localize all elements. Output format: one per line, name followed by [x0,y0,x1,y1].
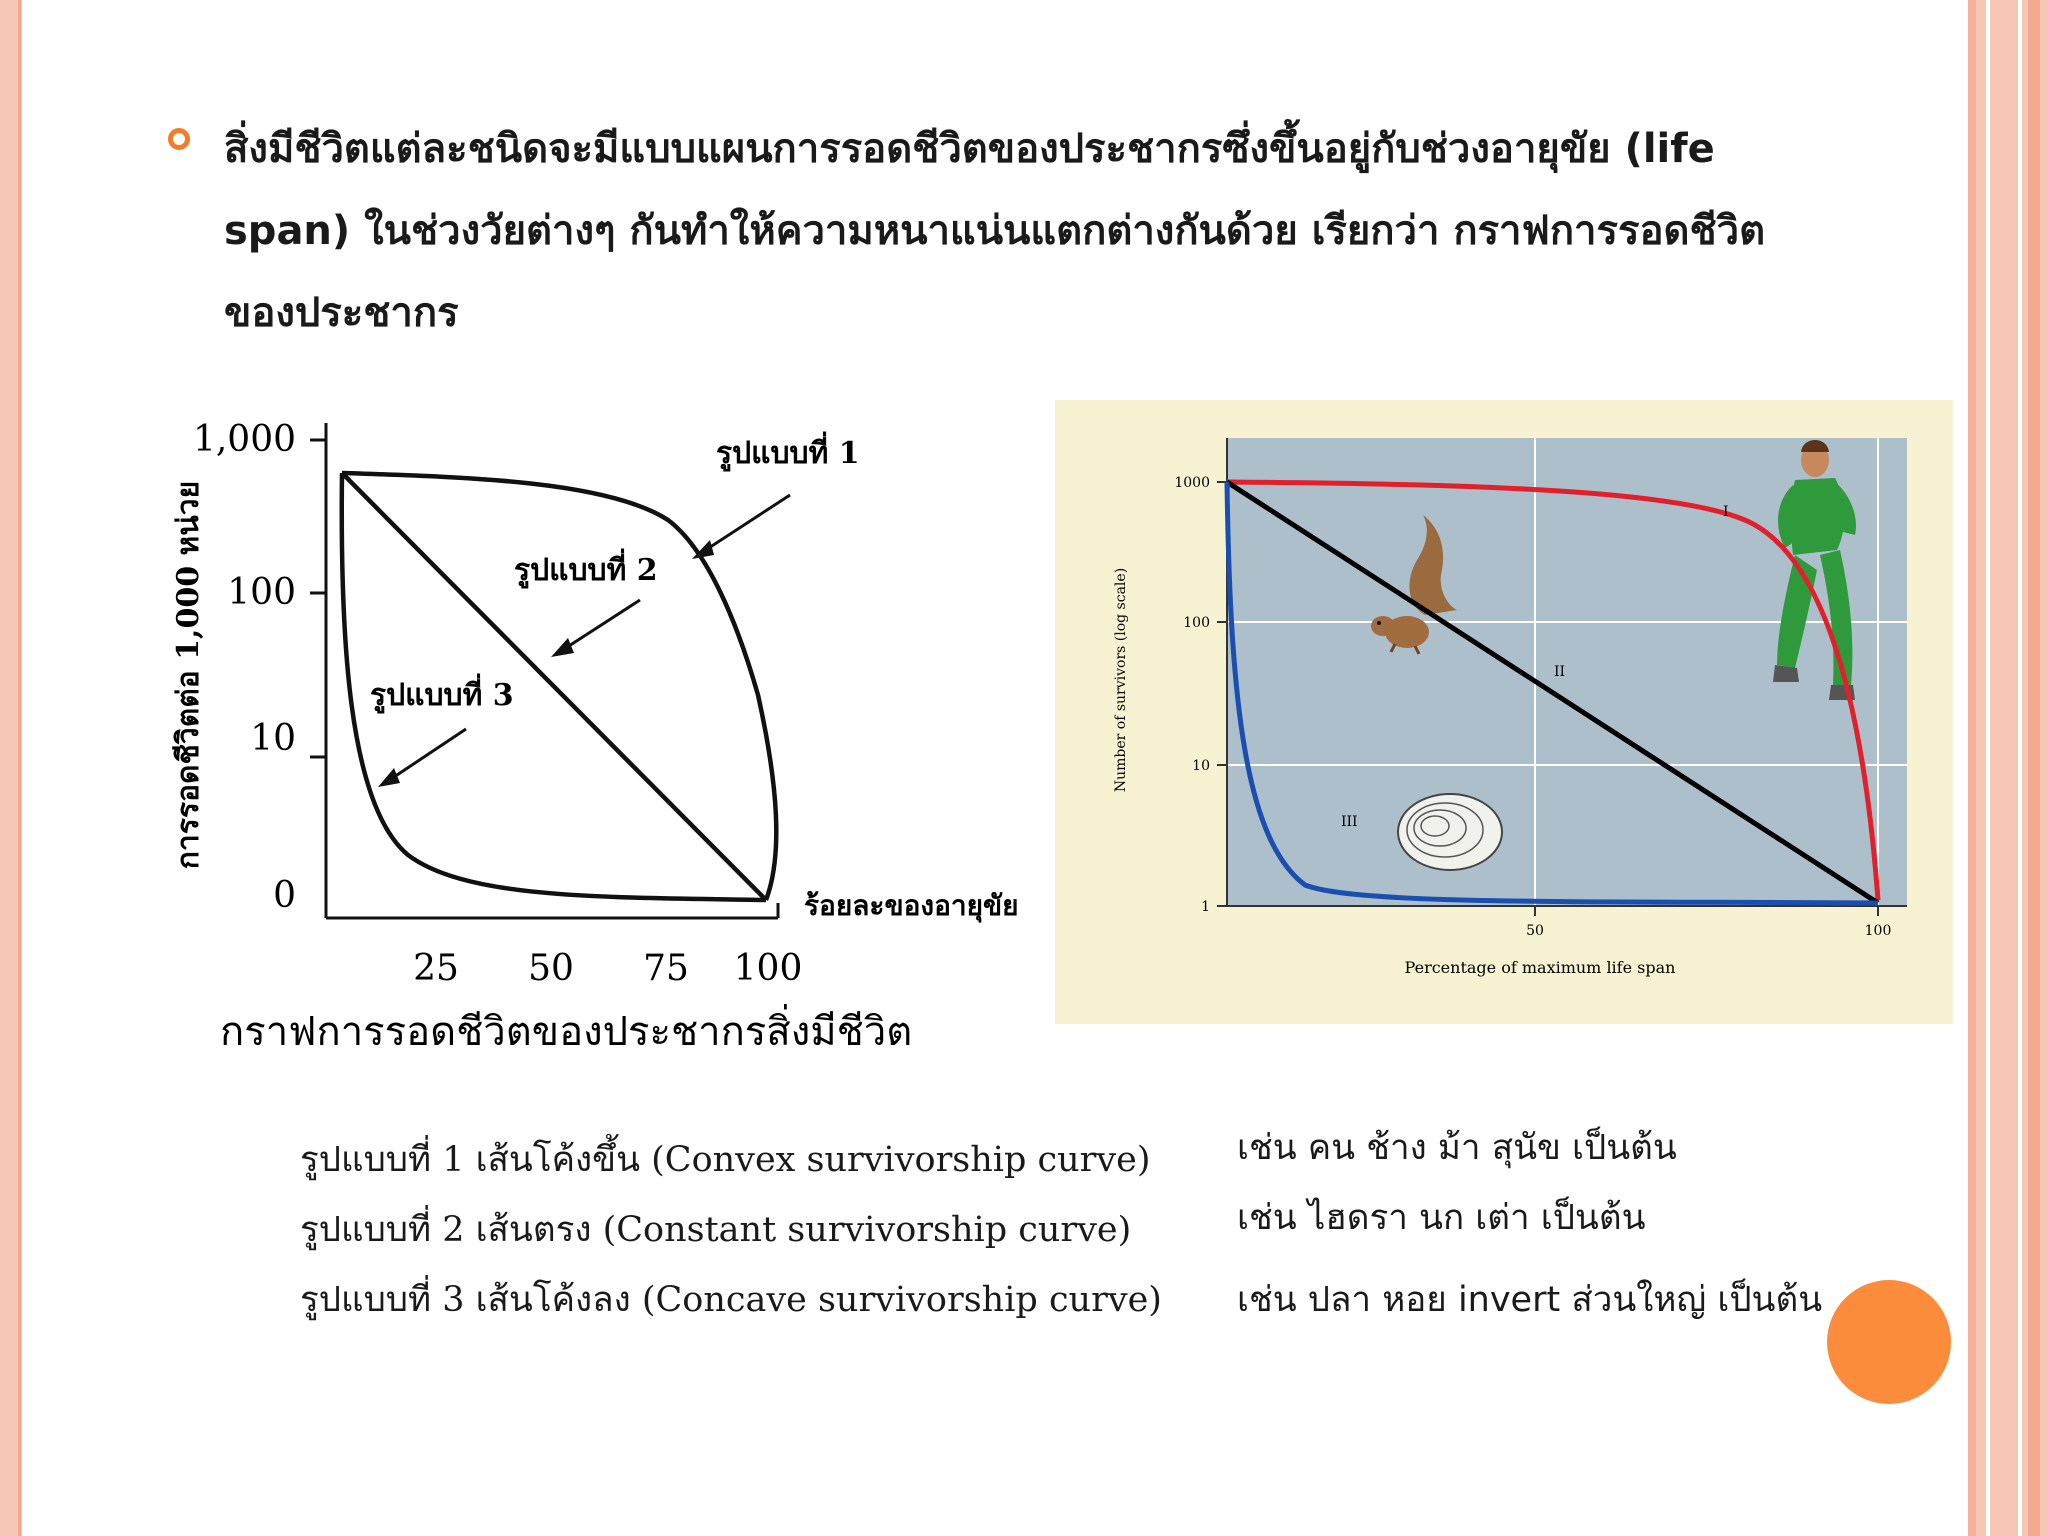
right-x-axis-label: Percentage of maximum life span [1404,958,1676,977]
left-y-axis-label: การรอดชีวิตต่อ 1,000 หน่วย [171,480,206,870]
oyster-icon [1398,794,1502,870]
left-y-tick-label: 10 [250,718,296,759]
left-curve-label-2: รูปแบบที่ 2 [514,553,658,588]
left-chart-svg [48,385,1198,1055]
slide-border-right [1968,0,2048,1536]
right-curve-label-II: II [1554,664,1566,680]
curve-type-legend [255,1112,1255,1350]
right-x-tick-label: 50 [1526,923,1544,939]
left-y-tick-label: 0 [273,875,296,916]
legend-row-type-1: รูปแบบที่ 1 เส้นโค้งขึ้น (Convex survivorship curve) [300,1140,1151,1180]
right-y-tick-label: 100 [1183,615,1210,631]
right-x-tick-label: 100 [1864,923,1892,939]
arrow-head-icon [378,768,400,787]
left-x-tick-label: 25 [413,948,459,989]
left-x-tick-label: 100 [733,948,803,989]
right-chart-svg [1055,400,1953,1024]
right-curve-label-III: III [1341,814,1358,830]
bullet-text: สิ่งมีชีวิตแต่ละชนิดจะมีแบบแผนการรอดชีวิตของประชากรซึ่งขึ้นอยู่กับช่วงอายุขัย (life span) ในช่วงวัยต่างๆ กันทำให้ความหนาแน่นแตกต่างกันด้วย เรียกว่า กราฟการรอดชีวิตของประชากร [224,126,1766,336]
left-survivorship-chart [48,385,1198,1055]
left-x-axis-label: ร้อยละของอายุขัย [804,889,1019,922]
left-chart-caption: กราฟการรอดชีวิตของประชากรสิ่งมีชีวิต [220,1009,913,1055]
decorative-circle-icon [1827,1280,1951,1404]
right-y-axis-label: Number of survivors (log scale) [1113,567,1129,793]
right-curve-label-I: I [1723,504,1729,520]
legend-row-type-2: รูปแบบที่ 2 เส้นตรง (Constant survivorship curve) [300,1210,1132,1250]
left-x-tick-label: 75 [643,948,689,989]
legend-row-type-3: รูปแบบที่ 3 เส้นโค้งลง (Concave survivorship curve) [300,1280,1162,1320]
slide-border-left-line [18,0,21,1536]
example-type-2: เช่น ไฮดรา นก เต่า เป็นต้น [1237,1198,1646,1238]
left-y-tick-label: 1,000 [192,419,296,460]
right-y-tick-label: 1 [1201,899,1210,915]
right-y-tick-label: 10 [1192,758,1210,774]
left-y-tick-label: 100 [227,572,296,613]
right-y-tick-label: 1000 [1174,475,1210,491]
example-type-1: เช่น คน ช้าง ม้า สุนัข เป็นต้น [1237,1128,1677,1168]
right-survivorship-chart [1055,400,1953,1024]
arrow-head-icon [551,638,574,657]
ring-bullet-icon [168,128,190,150]
left-curve-label-1: รูปแบบที่ 1 [716,436,860,471]
left-x-tick-label: 50 [528,948,574,989]
example-type-3: เช่น ปลา หอย invert ส่วนใหญ่ เป็นต้น [1237,1280,1823,1320]
left-curve-label-3: รูปแบบที่ 3 [370,678,514,713]
